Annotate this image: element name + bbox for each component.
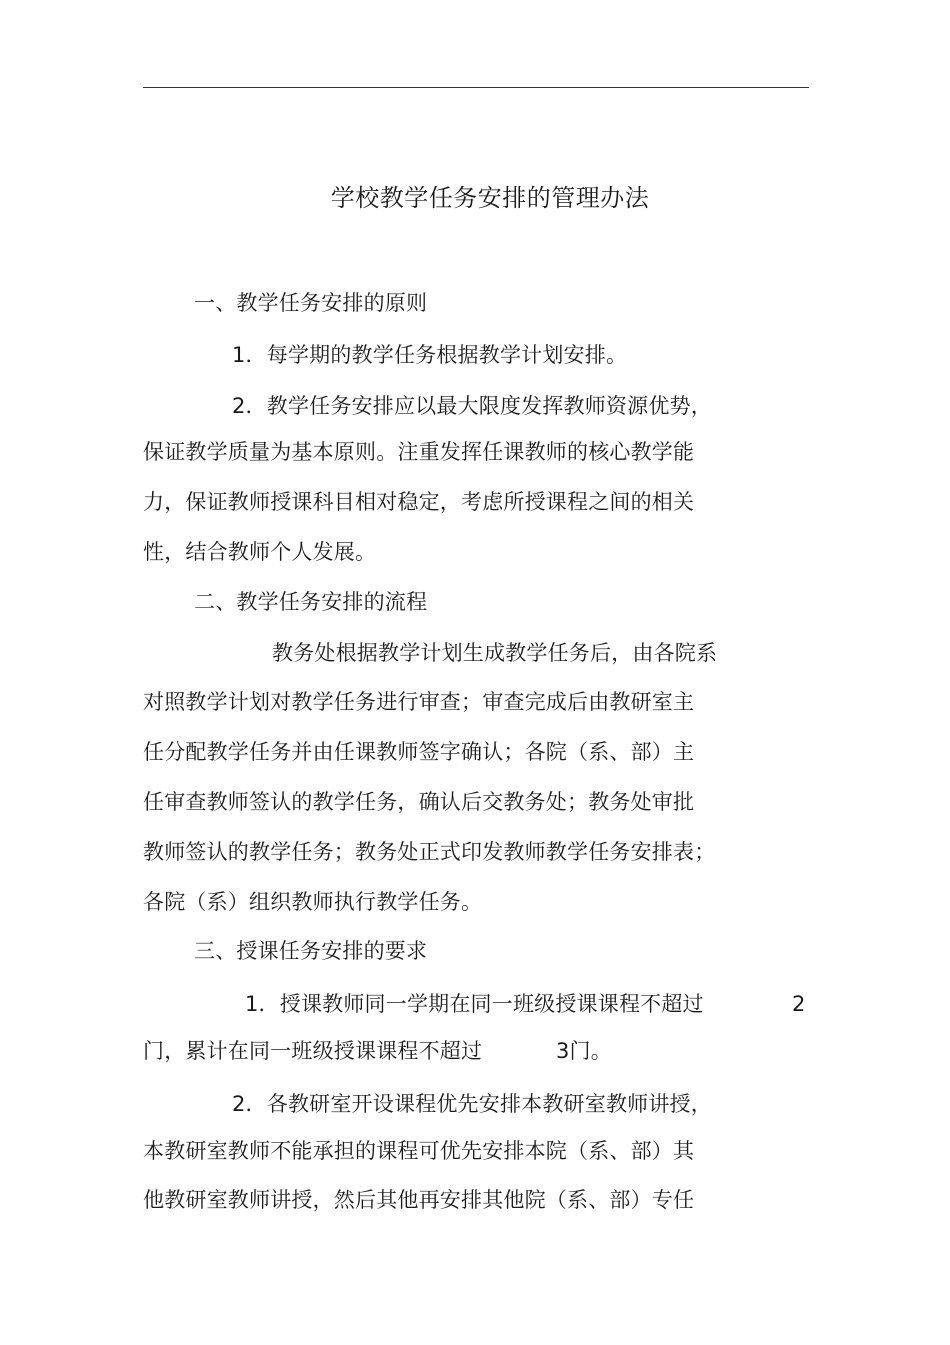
header-rule <box>143 87 809 88</box>
paragraph-line: 各院（系）组织教师执行教学任务。 <box>143 890 483 914</box>
paragraph-line: 本教研室教师不能承担的课程可优先安排本院（系、部）其 <box>143 1139 695 1163</box>
section-heading-1: 一、教学任务安排的原则 <box>194 291 428 315</box>
paragraph-line: 教师签认的教学任务；教务处正式印发教师教学任务安排表； <box>143 840 716 864</box>
paragraph-line: 教务处根据教学计划生成教学任务后，由各院系 <box>272 641 718 665</box>
paragraph-line: 1．每学期的教学任务根据教学计划安排。 <box>232 343 628 367</box>
paragraph-line: 门，累计在同一班级授课课程不超过 <box>143 1039 483 1063</box>
paragraph-number: 2 <box>792 992 806 1016</box>
paragraph-line: 任分配教学任务并由任课教师签字确认；各院（系、部）主 <box>143 740 695 764</box>
paragraph-line: 力，保证教师授课科目相对稳定，考虑所授课程之间的相关 <box>143 490 695 514</box>
paragraph-line: 1．授课教师同一学期在同一班级授课课程不超过 <box>245 992 704 1016</box>
section-heading-3: 三、授课任务安排的要求 <box>194 939 428 963</box>
paragraph-line: 他教研室教师讲授，然后其他再安排其他院（系、部）专任 <box>143 1188 695 1212</box>
paragraph-line: 保证教学质量为基本原则。注重发挥任课教师的核心教学能 <box>143 440 695 464</box>
paragraph-line: 性，结合教师个人发展。 <box>143 540 377 564</box>
document-title: 学校教学任务安排的管理办法 <box>330 184 650 212</box>
paragraph-line: 2．各教研室开设课程优先安排本教研室教师讲授， <box>232 1092 712 1116</box>
paragraph-line: 3门。 <box>556 1039 612 1063</box>
paragraph-line: 对照教学计划对教学任务进行审查；审查完成后由教研室主 <box>143 690 695 714</box>
paragraph-line: 2．教学任务安排应以最大限度发挥教师资源优势， <box>232 394 712 418</box>
section-heading-2: 二、教学任务安排的流程 <box>194 590 428 614</box>
paragraph-line: 任审查教师签认的教学任务，确认后交教务处；教务处审批 <box>143 790 695 814</box>
